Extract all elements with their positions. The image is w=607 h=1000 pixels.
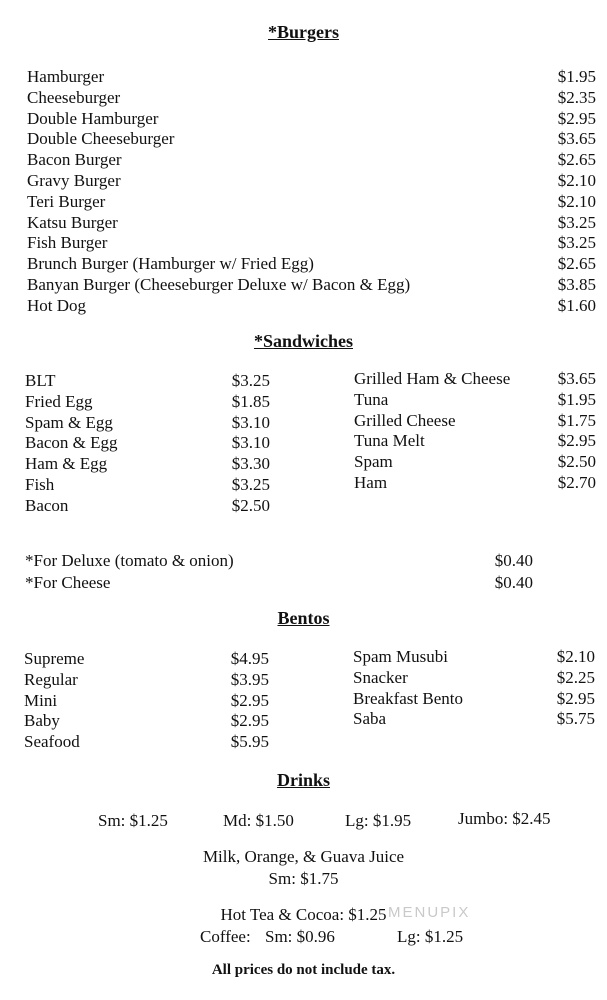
item-price: $4.95 xyxy=(230,649,269,668)
drink-size-lg: Lg: $1.95 xyxy=(345,811,412,830)
item-name: Hamburger xyxy=(27,67,105,86)
item-price: $2.50 xyxy=(557,452,596,472)
coffee-sm-price: Sm: $0.96 xyxy=(265,927,335,946)
item-price: $3.65 xyxy=(557,129,596,149)
item-price: $0.40 xyxy=(494,573,533,592)
item-price: $5.75 xyxy=(556,709,595,729)
item-name: Teri Burger xyxy=(27,191,106,211)
juice-title: Milk, Orange, & Guava Juice xyxy=(202,847,405,866)
item-price: $3.25 xyxy=(231,475,270,494)
item-name: Supreme xyxy=(24,649,85,668)
drink-size-sm: Sm: $1.25 xyxy=(98,811,168,830)
coffee-label: Coffee: xyxy=(200,927,251,946)
item-price: $3.25 xyxy=(557,233,596,253)
item-name: Katsu Burger xyxy=(27,212,118,232)
item-price: $3.95 xyxy=(230,669,269,689)
item-price: $3.25 xyxy=(231,371,270,390)
item-name: Bacon xyxy=(25,495,69,515)
item-price: $1.60 xyxy=(557,295,596,315)
item-name: Fried Egg xyxy=(25,391,93,411)
item-price: $2.10 xyxy=(557,191,596,211)
item-price: $2.35 xyxy=(557,87,596,107)
item-name: Grilled Cheese xyxy=(354,410,456,430)
item-name: Hot Dog xyxy=(27,295,87,315)
tax-footnote: All prices do not include tax. xyxy=(211,962,396,978)
item-price: $1.95 xyxy=(557,67,596,86)
item-price: $2.95 xyxy=(557,108,596,128)
item-price: $1.95 xyxy=(557,389,596,409)
item-name: BLT xyxy=(25,371,56,390)
item-name: Seafood xyxy=(24,732,80,752)
item-name: Banyan Burger (Cheeseburger Deluxe w/ Bacon & Egg) xyxy=(27,275,411,294)
item-price: $2.95 xyxy=(556,688,595,708)
item-name: Tuna Melt xyxy=(354,431,425,451)
item-price: $3.25 xyxy=(557,212,596,232)
item-price: $2.10 xyxy=(557,171,596,190)
item-name: Regular xyxy=(24,669,78,689)
menupix-watermark: MENUPIX xyxy=(388,904,471,921)
item-name: Fish Burger xyxy=(27,233,108,253)
item-name: Saba xyxy=(353,709,387,729)
item-price: $2.95 xyxy=(557,431,596,451)
item-price: $2.50 xyxy=(231,495,270,515)
item-price: $1.85 xyxy=(231,391,270,411)
item-name: Baby xyxy=(24,711,60,731)
item-name: Bacon & Egg xyxy=(25,433,118,453)
drink-size-md: Md: $1.50 xyxy=(223,811,294,830)
tea-cocoa-price: Hot Tea & Cocoa: $1.25 xyxy=(220,905,387,924)
item-price: $2.25 xyxy=(556,667,595,687)
juice-price: Sm: $1.75 xyxy=(268,869,339,888)
item-name: Grilled Ham & Cheese xyxy=(354,369,511,388)
item-name: Breakfast Bento xyxy=(353,688,463,708)
item-price: $3.10 xyxy=(231,433,270,453)
item-name: Double Hamburger xyxy=(27,108,159,128)
item-name: Spam xyxy=(354,452,393,472)
coffee-lg-price: Lg: $1.25 xyxy=(397,927,464,946)
item-name: Gravy Burger xyxy=(27,171,121,190)
item-name: Double Cheeseburger xyxy=(27,129,175,149)
drinks-heading: Drinks xyxy=(276,770,330,790)
item-name: *For Deluxe (tomato & onion) xyxy=(25,551,234,570)
burgers-heading: *Burgers xyxy=(268,22,339,42)
item-name: Bacon Burger xyxy=(27,150,122,170)
drink-size-jumbo: Jumbo: $2.45 xyxy=(458,809,551,828)
item-price: $2.95 xyxy=(230,690,269,710)
item-name: Cheeseburger xyxy=(27,87,121,107)
item-price: $2.65 xyxy=(557,150,596,170)
item-price: $5.95 xyxy=(230,732,269,752)
bentos-heading: Bentos xyxy=(277,608,330,628)
sandwiches-heading: *Sandwiches xyxy=(253,331,354,351)
item-name: Spam & Egg xyxy=(25,412,113,432)
item-price: $3.65 xyxy=(557,369,596,388)
item-name: Ham xyxy=(354,473,388,492)
item-price: $2.95 xyxy=(230,711,269,731)
item-price: $3.85 xyxy=(557,275,596,294)
item-name: Spam Musubi xyxy=(353,647,448,666)
item-price: $3.30 xyxy=(231,454,270,474)
item-name: Tuna xyxy=(354,389,389,409)
item-price: $1.75 xyxy=(557,410,596,430)
item-name: Snacker xyxy=(353,667,408,687)
item-price: $0.40 xyxy=(494,551,533,570)
item-name: *For Cheese xyxy=(25,573,111,592)
item-price: $3.10 xyxy=(231,412,270,432)
item-price: $2.65 xyxy=(557,254,596,274)
item-price: $2.70 xyxy=(557,473,596,492)
item-name: Brunch Burger (Hamburger w/ Fried Egg) xyxy=(27,254,314,274)
item-price: $2.10 xyxy=(556,647,595,666)
item-name: Fish xyxy=(25,475,55,494)
item-name: Mini xyxy=(24,690,58,710)
item-name: Ham & Egg xyxy=(25,454,108,474)
